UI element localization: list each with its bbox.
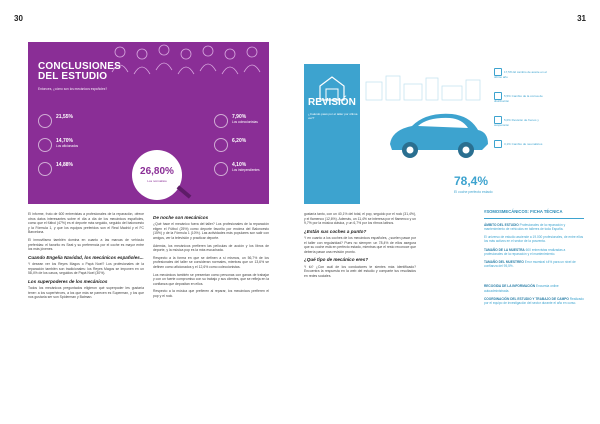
technical-sheet [484,210,584,309]
stat-circle-icon [38,162,52,176]
car-icon [382,104,492,164]
page-number-right: 31 [577,14,586,23]
conclusions-infographic [28,42,269,204]
tire-icon [494,140,502,148]
workshop-skyline-illustration [364,72,484,102]
section-heading: De noche son mecánicos [153,215,209,220]
stat-left-2: 14,70% Los aficionados [38,138,78,148]
paragraph: ¿Qué hace el mecánico fuera del taller? Los profesionales de la reparación eligen el Fútbol (25%) como deporte favorito por encima del Baloncesto (15%) y de la Fórmula 1 (10%). Las actividades más populares son salir con amigos, ver la televisión y practicar deporte. [153,222,269,240]
paragraph: Y tú? ¿Con cuál de los conductores te sientes más identificado? Encuentra la respuesta en la web del estudio y comparte tus resultados en redes sociales. [304,264,416,278]
revision-box [304,64,360,204]
revision-title: REVISIÓN [308,97,356,108]
page-number-left: 30 [14,14,23,23]
stat-circle-icon [214,138,228,152]
revision-percentage-label: El coche perfecto estado [454,190,493,194]
mechanics-group-illustration [108,42,269,88]
stat-right-1: 7,90% Los coleccionistas [214,114,258,124]
sheet-entry: RECOGIDA DE LA INFORMACIÓN Encuesta online autoadministrada. [484,284,559,293]
text-column-1 [28,212,144,303]
stat-left-3: 14,88% [38,162,73,168]
paragraph: El inmovilismo también domina en cuanto a las marcas de vehículo preferidas: el favorito es Seat y su preferencia por el coche es mayor entre los más jóvenes. [28,237,144,252]
revision-percentage: 78,4% [454,174,489,188]
paragraph: gustaría tanto, con un 40,1% del total, el pop, seguido por el rock (31,4%), y el flamenco (12,6%). Además, un 11,4% se interesa por el flamenco y un 9,7% por la música clásica, y un 6,7% por los ritmos latinos. [304,212,416,226]
text-column-2 [153,212,269,302]
text-column-3 [304,212,416,281]
paragraph: Además, los mecánicos prefieren las películas de acción y los libros de deporte, y la música pop es la más escuchada. [153,243,269,253]
revision-item: 5,5% Cambio de la correa de distribución [494,93,543,103]
paragraph: Todos los mecánicos preguntados eligieron qué superpoder les gustaría tener: a los superhéroes, a los que más se parecen es Superman, y los que nos gustaría ser son Spiderman y Batman. [28,285,144,300]
magnifier-handle-icon [177,185,192,198]
technical-sheet-title: #SOMOSMECÁNICOS: FICHA TÉCNICA [484,209,563,214]
stat-right-3: 4,10% Los independientes [214,162,260,172]
revision-subtitle: ¿Cuándo pasó por el taller por última vez? [308,112,358,120]
paragraph: Respecto a la forma en que se definen a sí mismos, un 56,7% de los profesionales del taller se consideran normales, mientras que un 13,6% se definen como aficionados y el 12,6% como coleccionistas. [153,255,269,269]
stat-circle-icon [214,114,228,128]
stat-circle-icon [214,162,228,176]
sheet-entry: COORDINACIÓN DEL ESTUDIO Y TRABAJO DE CAMPO Realizado por el equipo de investigación del sector durante el año en curso. [484,296,584,306]
sheet-entry: El universo de estudio asciende a 19.000 profesionales, de entre ellos los más activos en el sector de la posventa. [484,235,584,244]
paragraph: Y desean ver los Reyes Magos o Papá Noel? Los profesionales de la reparación también son tradicionales: los Reyes Magos se imponen en un 58,4% de los casos, seguidos de Papá Noel (30%). [28,261,144,276]
paragraph: Y en cuanto a los coches de los mecánicos españoles, ¿suelen pasar por el taller con regularidad? Pues no siempre: un 78,4% de ellos asegura que su coche está en perfecto estado, mientras que el resto reconoce que debería pasar una revisión pronto. [304,235,416,254]
sheet-entry: TAMAÑO DE LA MUESTRA 600 entrevistas realizadas a profesionales de la reparación y el mantenimiento. [484,247,566,256]
stat-circle-icon [38,138,52,152]
revision-infographic [304,42,547,204]
section-heading: Los superpoderes de los mecánicos [28,278,108,284]
infographic-title: CONCLUSIONES DEL ESTUDIO [38,61,121,82]
stat-right-2: 6,20% [214,138,246,144]
center-value: 26,80% [140,166,174,177]
center-label: Los normalitos [147,179,167,183]
paragraph: El informe, fruto de 600 entrevistas a profesionales de la reparación, ofrece otros datos interesantes sobre el día a día de los mecánicos españoles, como que el fútbol (47%) es el deporte más seguido, seguido del baloncesto y la Fórmula 1, y que los equipos preferidos son el Real Madrid y el FC Barcelona. [28,212,144,235]
sheet-entry: ÁMBITO DEL ESTUDIO Profesionales de la reparación y mantenimiento de vehículos en talleres de toda España. [484,222,566,231]
revision-item: 5,0% Revisión de frenos y suspensión [494,117,539,127]
section-heading: ¿Están sus coches a punto? [304,228,367,234]
paragraph: Los mecánicos también se presentan como personas con ganas de trabajar y con un fuerte compromiso con su trabajo y sus clientes, que se refleja en la confianza que depositan en ellos. [153,272,269,286]
divider [484,218,584,219]
section-heading: Cuando Engelia Navidad, los mecánicos españoles... [28,254,144,260]
revision-item: 3,1% Cambio de neumáticos [494,140,547,148]
stat-circle-icon [38,114,52,128]
stat-left-1: 21,55% [38,114,73,120]
magnifier-stat [132,150,182,200]
infographic-subtitle: Entonces, ¿cómo son los mecánicos españoles? [38,87,108,91]
sheet-entry: TAMAÑO DEL MUESTREO Error muestral ±4% para un nivel de confianza del 95,5%. [484,260,576,269]
revision-item: 17,5% El cambio de aceite en el último año [494,69,547,79]
paragraph: Respecto a la música que prefieren al reparar, los mecánicos prefieren el pop y el rock. [153,289,269,298]
section-heading: ¿Qué tipo de mecánico eres? [304,257,369,263]
